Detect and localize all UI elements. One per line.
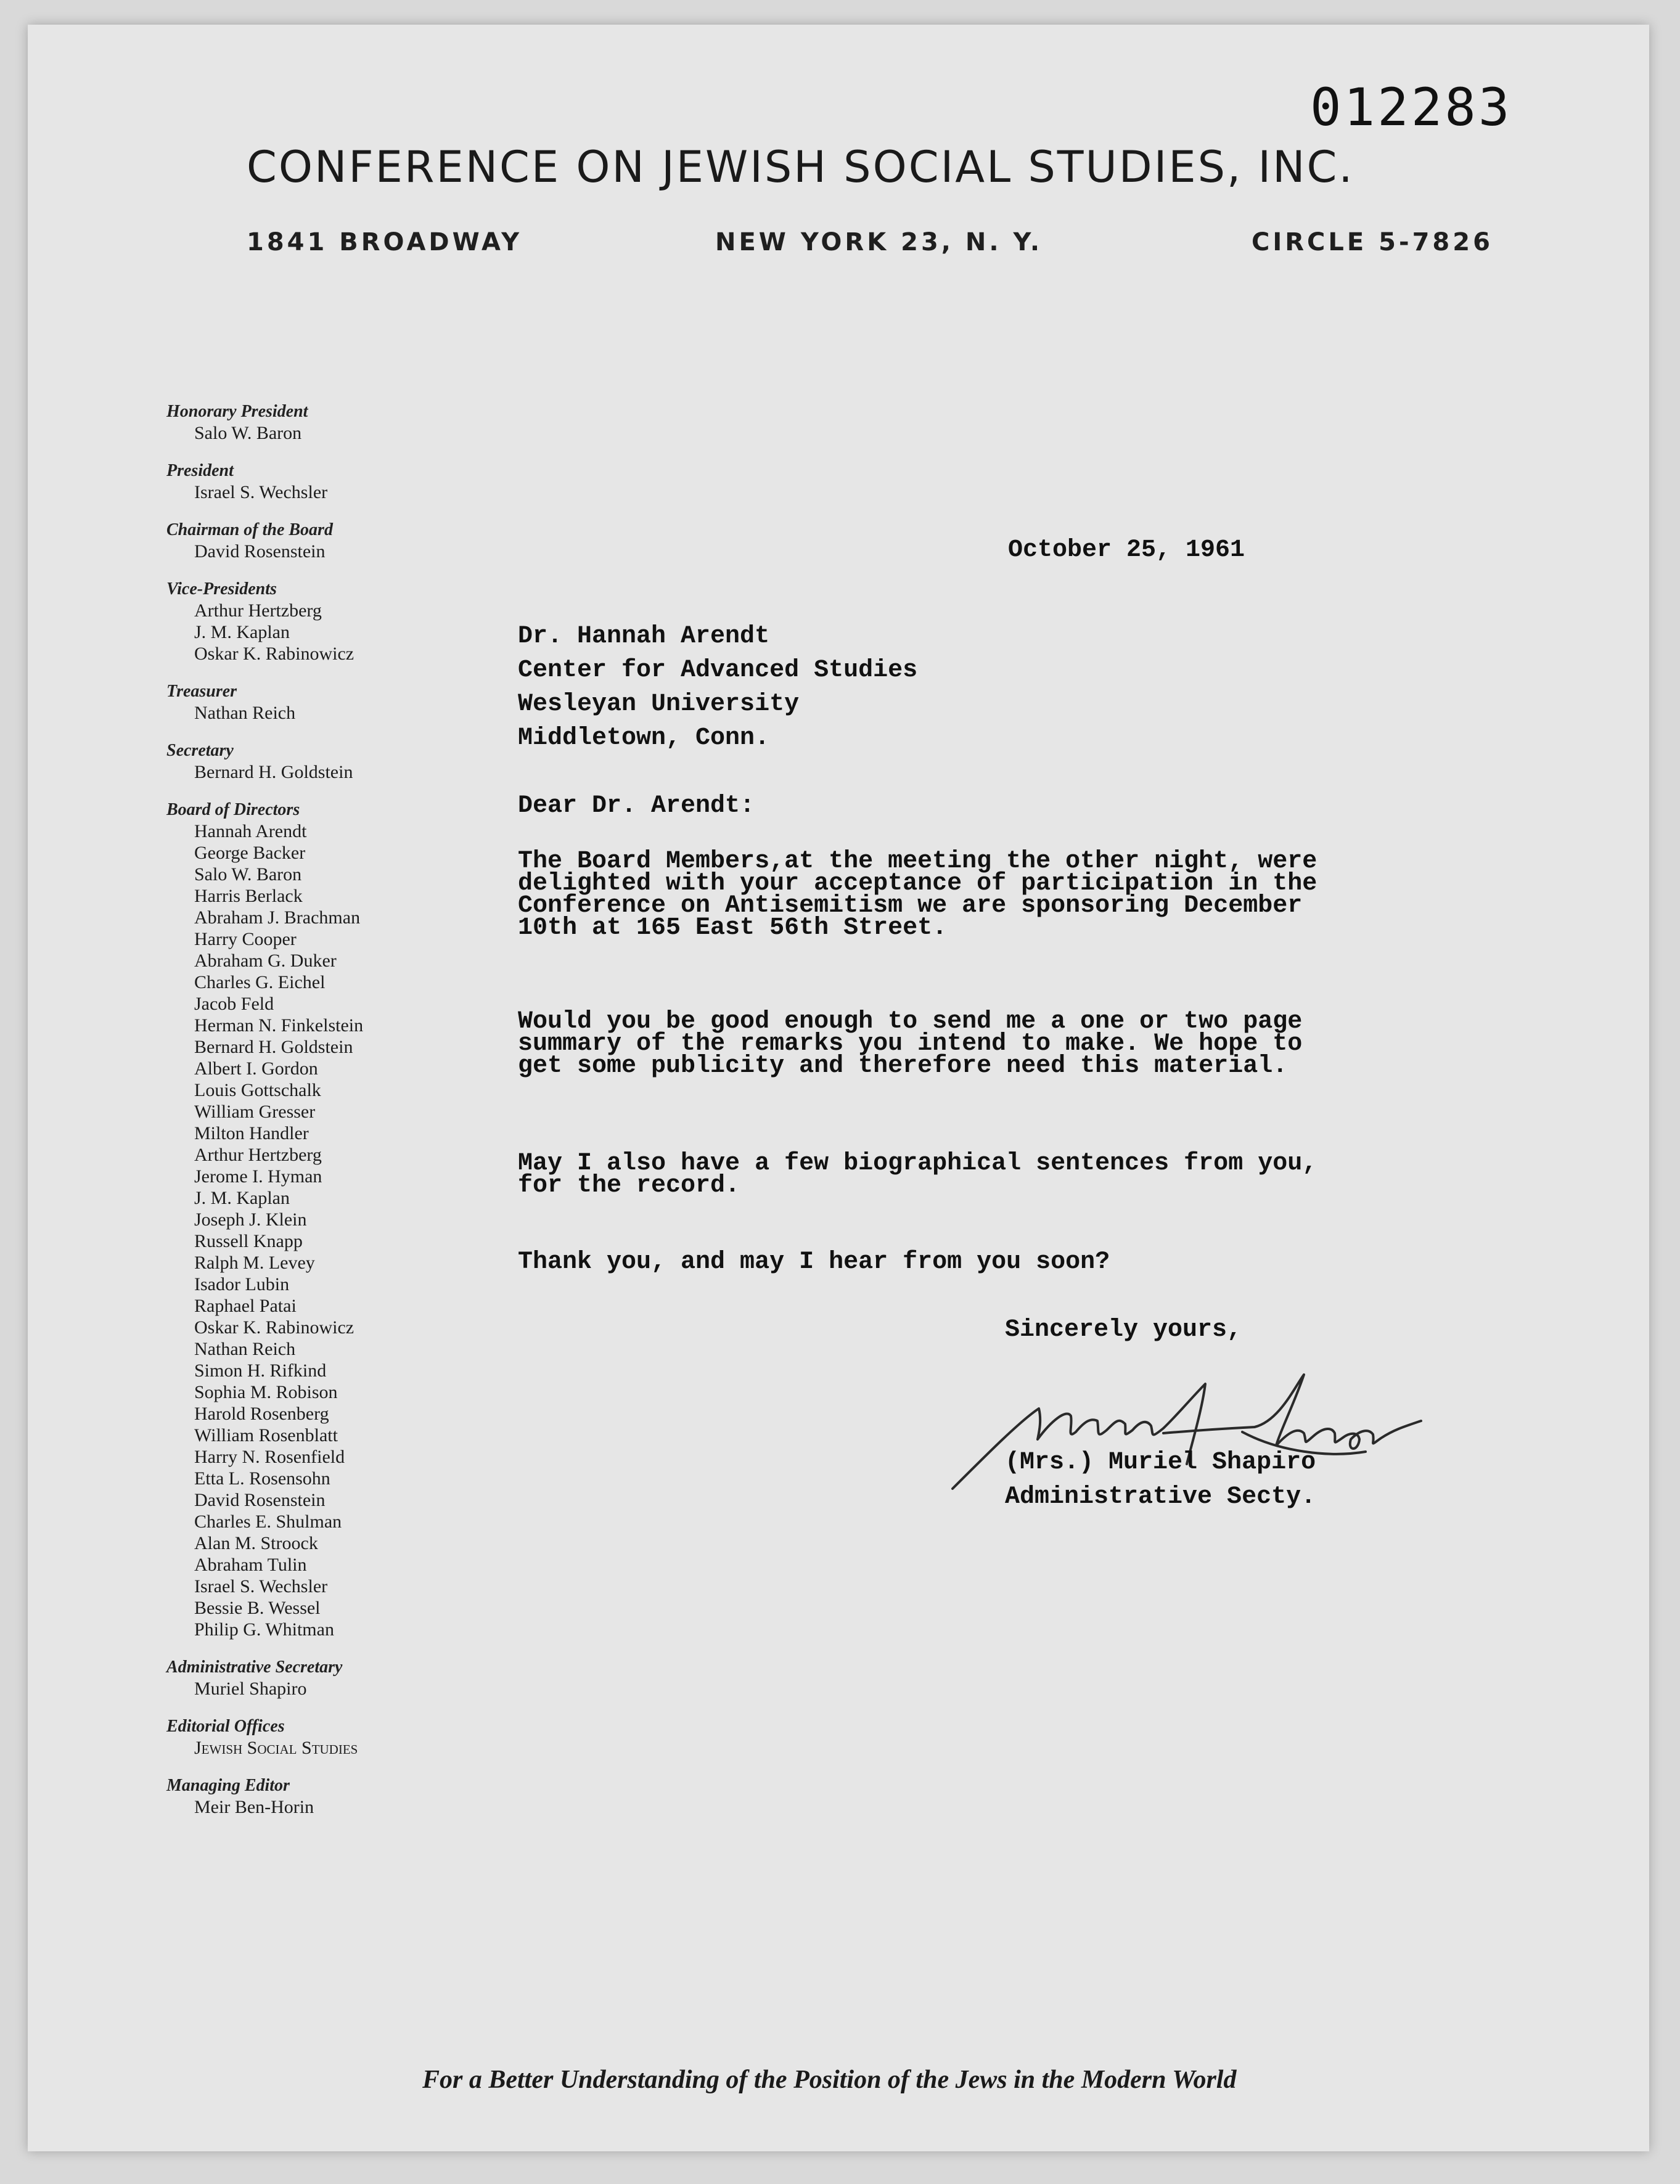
salutation: Dear Dr. Arendt:: [518, 792, 755, 820]
sidebar-name: Oskar K. Rabinowicz: [194, 644, 354, 664]
sidebar-section: [166, 519, 456, 562]
sidebar-section: [166, 401, 456, 444]
sidebar-name: Herman N. Finkelstein: [194, 1015, 364, 1036]
body-line: Thank you, and may I hear from you soon?: [518, 1248, 1110, 1276]
sidebar-name: Abraham Tulin: [194, 1555, 307, 1575]
sidebar-name: Louis Gottschalk: [194, 1080, 321, 1100]
sidebar-name: Bernard H. Goldstein: [194, 1037, 353, 1057]
sidebar-name: David Rosenstein: [194, 541, 326, 562]
letter-date: October 25, 1961: [1008, 536, 1245, 564]
body-line: Conference on Antisemitism we are sponsoring December: [518, 892, 1303, 920]
sidebar-section-title: President: [166, 461, 234, 480]
body-line: May I also have a few biographical sentences from you,: [518, 1150, 1317, 1177]
sidebar-section: [166, 1656, 456, 1699]
sidebar-name: Abraham G. Duker: [194, 951, 337, 971]
body-line: for the record.: [518, 1172, 740, 1200]
sidebar-name: Alan M. Stroock: [194, 1533, 318, 1553]
sidebar-name: J. M. Kaplan: [194, 622, 290, 642]
body-line: delighted with your acceptance of participation in the: [518, 870, 1317, 898]
sidebar-name: Charles E. Shulman: [194, 1511, 342, 1532]
recipient-line: Center for Advanced Studies: [518, 656, 918, 684]
sidebar-name: David Rosenstein: [194, 1490, 326, 1510]
signer-title: Administrative Secty.: [1005, 1483, 1316, 1511]
body-line: 10th at 165 East 56th Street.: [518, 914, 948, 942]
sidebar-name: Sophia M. Robison: [194, 1382, 338, 1402]
sidebar-name: Charles G. Eichel: [194, 972, 326, 992]
sidebar-section-title: Administrative Secretary: [166, 1658, 343, 1677]
sidebar-name: Simon H. Rifkind: [194, 1360, 327, 1381]
sidebar-section: [166, 1775, 456, 1818]
sidebar-name: Ralph M. Levey: [194, 1253, 315, 1273]
sidebar-name: Jewish Social Studies: [194, 1738, 358, 1758]
sidebar-name: Arthur Hertzberg: [194, 1145, 322, 1165]
body-line: summary of the remarks you intend to make. We hope to: [518, 1030, 1303, 1058]
sidebar-section-title: Vice-Presidents: [166, 579, 277, 599]
signer-name: (Mrs.) Muriel Shapiro: [1005, 1449, 1316, 1476]
sidebar-name: Muriel Shapiro: [194, 1679, 307, 1699]
letter-page: [28, 25, 1649, 2151]
officers-sidebar: [166, 401, 456, 1834]
sidebar-section-title: Treasurer: [166, 682, 237, 701]
sidebar-section: [166, 681, 456, 724]
closing: Sincerely yours,: [1005, 1316, 1242, 1344]
phone-number: CIRCLE 5-7826: [1252, 228, 1493, 256]
street-address: 1841 BROADWAY: [247, 228, 523, 256]
sidebar-section-title: Board of Directors: [166, 800, 300, 819]
sidebar-section: [166, 740, 456, 783]
sidebar-name: Jacob Feld: [194, 994, 274, 1014]
sidebar-name: Israel S. Wechsler: [194, 482, 328, 502]
sidebar-name: Joseph J. Klein: [194, 1209, 307, 1230]
recipient-line: Dr. Hannah Arendt: [518, 623, 770, 650]
city-address: NEW YORK 23, N. Y.: [715, 228, 1043, 256]
body-paragraph: [518, 1150, 1317, 1200]
sidebar-section-title: Editorial Offices: [166, 1717, 285, 1736]
sidebar-name: Philip G. Whitman: [194, 1619, 334, 1640]
sidebar-name: Hannah Arendt: [194, 821, 307, 841]
body-paragraph: [518, 1248, 1110, 1276]
sidebar-name: Harold Rosenberg: [194, 1404, 329, 1424]
sidebar-name: Nathan Reich: [194, 1339, 296, 1359]
sidebar-section: [166, 460, 456, 503]
body-line: get some publicity and therefore need this material.: [518, 1052, 1288, 1080]
sidebar-name: William Gresser: [194, 1102, 316, 1122]
sidebar-name: Oskar K. Rabinowicz: [194, 1317, 354, 1338]
sidebar-name: Jerome I. Hyman: [194, 1166, 322, 1187]
sidebar-name: Israel S. Wechsler: [194, 1576, 328, 1597]
sidebar-section: [166, 1716, 456, 1759]
sidebar-name: Salo W. Baron: [194, 423, 302, 443]
sidebar-name: Isador Lubin: [194, 1274, 290, 1294]
sidebar-name: Russell Knapp: [194, 1231, 303, 1251]
signer-block: [1005, 1446, 1316, 1515]
recipient-line: Middletown, Conn.: [518, 724, 770, 752]
body-paragraph: [518, 848, 1317, 942]
body-line: Would you be good enough to send me a one or two page: [518, 1008, 1303, 1036]
sidebar-section-title: Chairman of the Board: [166, 520, 333, 539]
sidebar-name: Harris Berlack: [194, 886, 303, 906]
sidebar-name: Harry Cooper: [194, 929, 297, 949]
recipient-line: Wesleyan University: [518, 690, 800, 718]
sidebar-name: Salo W. Baron: [194, 864, 302, 885]
sidebar-section: [166, 799, 456, 1640]
sidebar-section: [166, 578, 456, 665]
sidebar-section-title: Managing Editor: [166, 1776, 290, 1795]
sidebar-name: Albert I. Gordon: [194, 1058, 318, 1079]
document-number: 012283: [1310, 77, 1512, 137]
sidebar-section-title: Secretary: [166, 741, 234, 760]
sidebar-name: Arthur Hertzberg: [194, 600, 322, 621]
sidebar-name: Abraham J. Brachman: [194, 907, 361, 928]
sidebar-name: Raphael Patai: [194, 1296, 297, 1316]
letterhead-motto: For a Better Understanding of the Position of the Jews in the Modern World: [422, 2066, 1237, 2094]
sidebar-name: Bernard H. Goldstein: [194, 762, 353, 782]
body-paragraph: [518, 1008, 1303, 1080]
sidebar-name: Harry N. Rosenfield: [194, 1447, 345, 1467]
sidebar-name: Etta L. Rosensohn: [194, 1468, 330, 1489]
sidebar-name: Bessie B. Wessel: [194, 1598, 321, 1618]
sidebar-name: Nathan Reich: [194, 703, 296, 723]
sidebar-name: William Rosenblatt: [194, 1425, 338, 1446]
sidebar-name: Meir Ben-Horin: [194, 1797, 314, 1817]
sidebar-name: Milton Handler: [194, 1123, 309, 1143]
sidebar-name: J. M. Kaplan: [194, 1188, 290, 1208]
sidebar-name: George Backer: [194, 843, 306, 863]
body-line: The Board Members,at the meeting the other night, were: [518, 848, 1317, 875]
recipient-address: [518, 620, 917, 755]
organization-title: CONFERENCE ON JEWISH SOCIAL STUDIES, INC.: [247, 142, 1354, 192]
sidebar-section-title: Honorary President: [166, 402, 308, 421]
